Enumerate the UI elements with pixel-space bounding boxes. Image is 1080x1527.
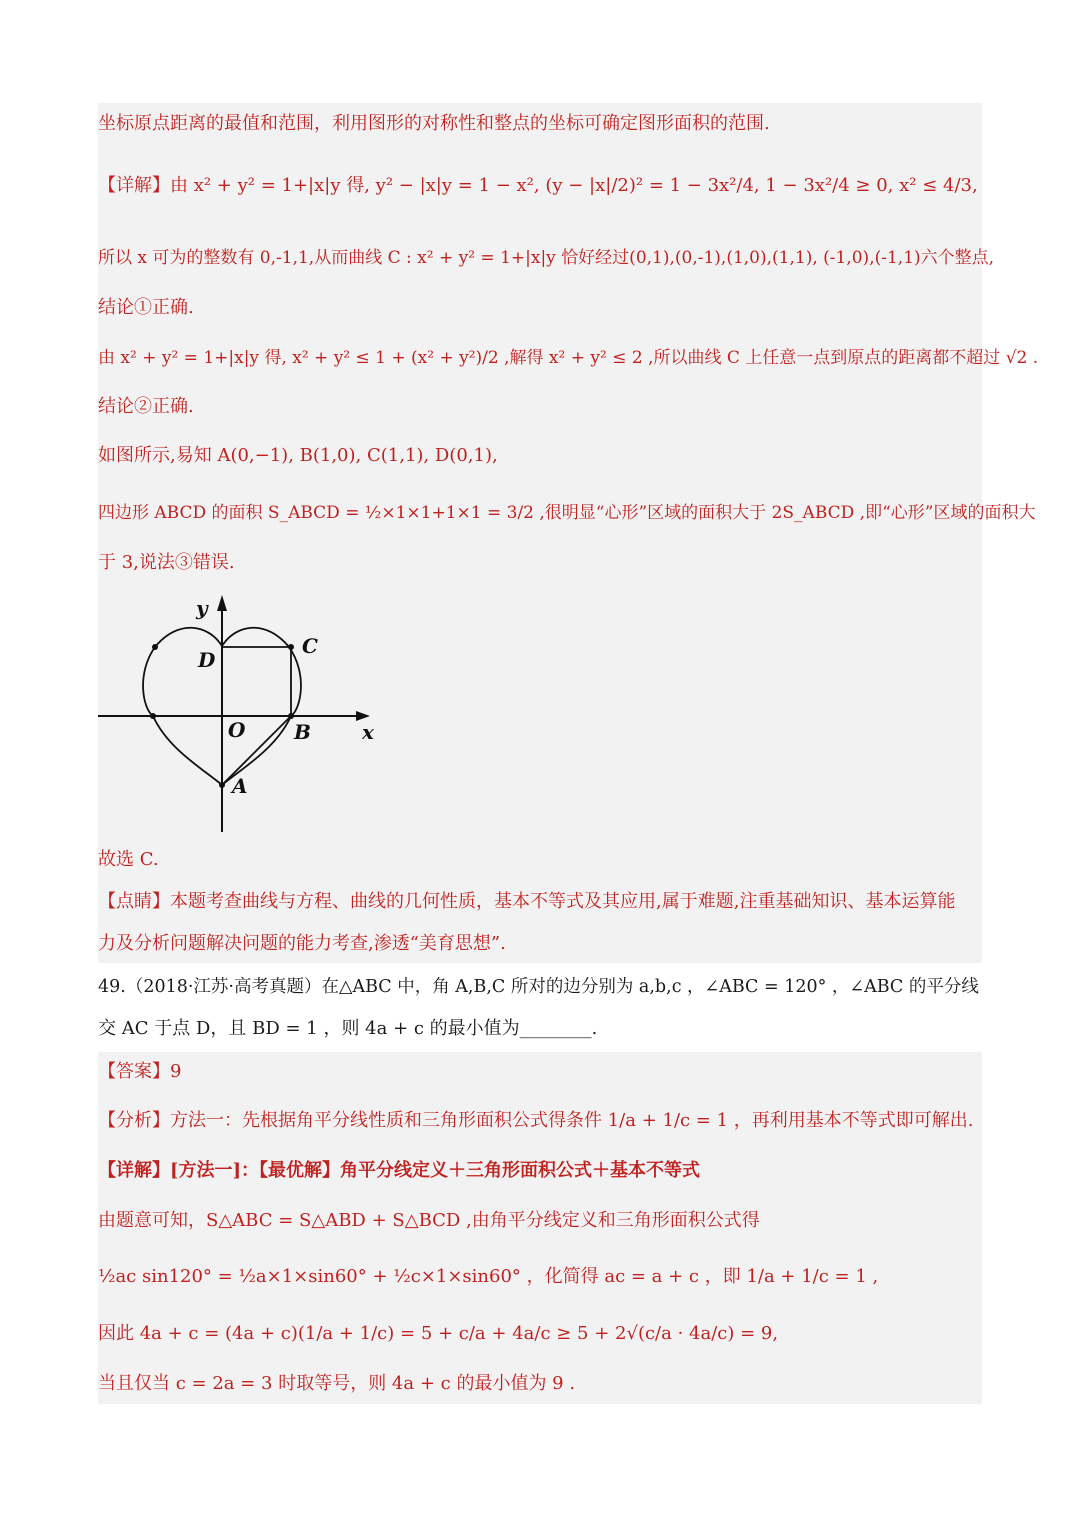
y-axis-arrow	[217, 595, 227, 611]
text-line: 于 3,说法③错误.	[98, 552, 235, 573]
detail-head: [方法一]：【最优解】角平分线定义＋三角形面积公式＋基本不等式	[170, 1160, 701, 1181]
text-line: 所以 x 可为的整数有 0,-1,1,从而曲线 C : x² + y² = 1+|x|y 恰好经过(0,1),(0,-1),(1,0),(1,1), (-1,0),(-1,1)六个整点,	[98, 248, 995, 268]
label-b: B	[294, 720, 311, 744]
label-x: x	[362, 720, 374, 744]
answer-value: 9	[170, 1061, 182, 1082]
text-line: 结论②正确.	[98, 396, 194, 417]
point-a-dot	[219, 782, 225, 788]
analysis-line	[98, 1107, 982, 1135]
text-line: 故选 C.	[98, 849, 159, 870]
text-line: 因此 4a + c = (4a + c)(1/a + 1/c) = 5 + c/a + 4a/c ≥ 5 + 2√(c/a · 4a/c) = 9,	[98, 1323, 779, 1344]
heart-diagram	[98, 589, 386, 832]
remark-text: 本题考查曲线与方程、曲线的几何性质，基本不等式及其应用,属于难题,注重基础知识、基本运算能	[170, 891, 956, 912]
text-line	[98, 888, 982, 916]
text-line: 由 x² + y² = 1+|x|y 得, x² + y² ≤ 1 + (x² + y²)/2 ,解得 x² + y² ≤ 2 ,所以曲线 C 上任意一点到原点的距离都不超过 √2 .	[98, 348, 1039, 368]
text-line: ½ac sin120° = ½a×1×sin60° + ½c×1×sin60° ，化简得 ac = a + c ，即 1/a + 1/c = 1 ,	[98, 1266, 879, 1287]
point-c-dot	[288, 644, 294, 650]
text-line: 结论①正确.	[98, 297, 194, 318]
heart-figure	[98, 589, 386, 832]
remark-tag: 【点睛】	[98, 891, 170, 912]
detail-tag: 【详解】	[98, 1160, 170, 1181]
text-line: 力及分析问题解决问题的能力考查,渗透“美育思想”.	[98, 933, 506, 954]
label-y: y	[196, 596, 208, 620]
analysis-text: 方法一：先根据角平分线性质和三角形面积公式得条件 1/a + 1/c = 1 ，再利用基本不等式即可解出.	[170, 1110, 974, 1131]
text-line: 坐标原点距离的最值和范围，利用图形的对称性和整点的坐标可确定图形面积的范围.	[98, 113, 770, 134]
text-line: 当且仅当 c = 2a = 3 时取等号，则 4a + c 的最小值为 9 .	[98, 1373, 576, 1394]
detail-tag: 【详解】	[98, 175, 170, 196]
solution-block-1	[98, 103, 1039, 963]
label-o: O	[228, 718, 246, 742]
problem-line: 交 AC 于点 D，且 BD = 1 ，则 4a + c 的最小值为________.	[98, 1018, 598, 1039]
quad-edges	[222, 647, 291, 716]
text-line: 四边形 ABCD 的面积 S_ABCD = ½×1×1+1×1 = 3/2 ,很明显“心形”区域的面积大于 2S_ABCD ,即“心形”区域的面积大	[98, 503, 1036, 523]
label-c: C	[302, 634, 318, 658]
point-dot	[150, 713, 156, 719]
point-b-dot	[288, 713, 294, 719]
answer-tag: 【答案】	[98, 1061, 170, 1082]
detail-text: 由 x² + y² = 1+|x|y 得, y² − |x|y = 1 − x², (y − |x|/2)² = 1 − 3x²/4, 1 − 3x²/4 ≥ 0, x² ≤ 4/3,	[170, 175, 978, 196]
problem-line: 49.（2018·江苏·高考真题）在△ABC 中，角 A,B,C 所对的边分别为 a,b,c ，∠ABC = 120° ，∠ABC 的平分线	[98, 977, 979, 997]
text-line: 如图所示,易知 A(0,−1), B(1,0), C(1,1), D(0,1),	[98, 445, 498, 466]
text-line: 由题意可知，S△ABC = S△ABD + S△BCD ,由角平分线定义和三角形面积公式得	[98, 1210, 760, 1231]
label-d: D	[198, 648, 216, 672]
detail-head-line	[98, 1157, 982, 1185]
text-line	[98, 172, 982, 200]
point-dot	[152, 644, 158, 650]
analysis-tag: 【分析】	[98, 1110, 170, 1131]
answer-line	[98, 1058, 982, 1086]
label-a: A	[232, 774, 248, 798]
